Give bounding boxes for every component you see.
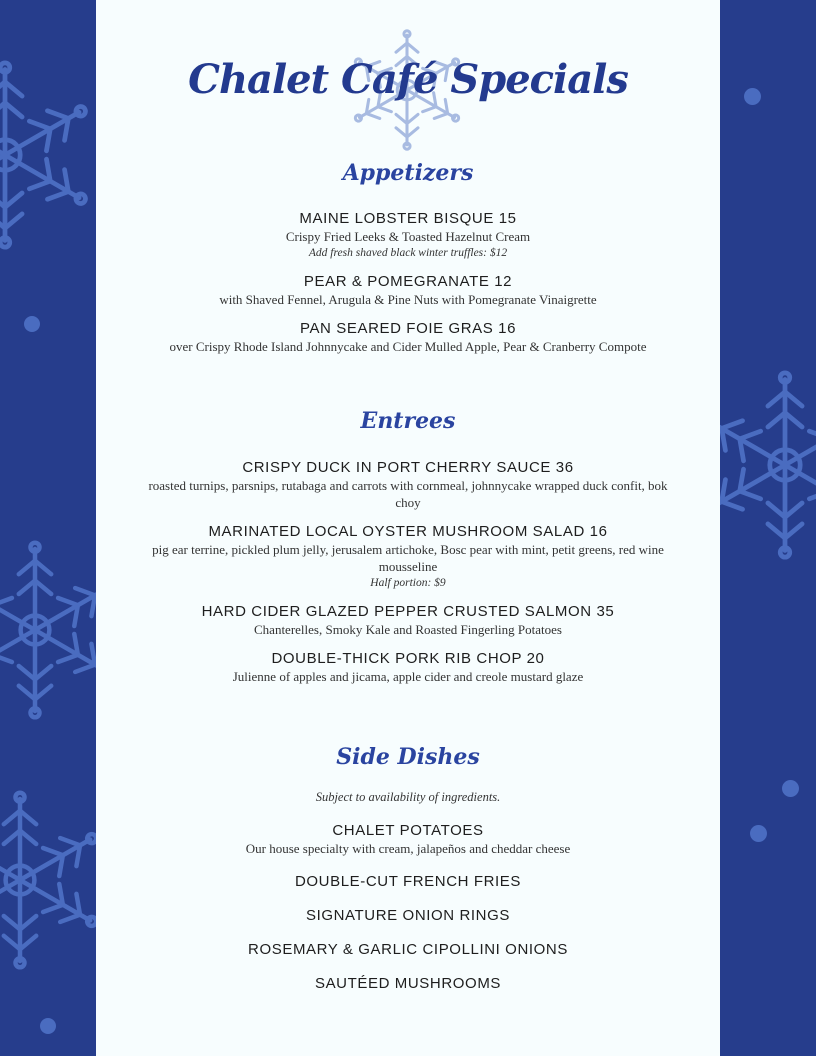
snow-dot (782, 780, 799, 797)
snow-dot (744, 88, 761, 105)
menu-item-description: Chanterelles, Smoky Kale and Roasted Fingerling Potatoes (254, 622, 562, 637)
menu-item-name: HARD CIDER GLAZED PEPPER CRUSTED SALMON 35 (201, 603, 615, 620)
menu-item-description: Crispy Fried Leeks & Toasted Hazelnut Cream (285, 229, 531, 244)
left-decorative-border (0, 0, 96, 1056)
snow-dot (24, 316, 40, 332)
menu-page (96, 0, 720, 1056)
snowflake-icon (0, 540, 96, 720)
menu-item-description: Our house specialty with cream, jalapeños and cheddar cheese (245, 841, 571, 856)
appetizers-list (96, 210, 720, 367)
snow-dot (750, 825, 767, 842)
menu-item-name: PEAR & POMEGRANATE 12 (303, 273, 513, 290)
menu-item-name: CRISPY DUCK IN PORT CHERRY SAUCE 36 (242, 459, 574, 476)
side-dishes-note: Subject to availability of ingredients. (315, 790, 501, 804)
page-title: Chalet Café Specials (188, 56, 628, 103)
menu-item (96, 941, 720, 959)
snowflake-icon (720, 300, 816, 630)
menu-item-name: DOUBLE-CUT FRENCH FRIES (294, 873, 522, 890)
menu-item (96, 907, 720, 925)
snowflake-icon (0, 790, 96, 970)
menu-item-name: DOUBLE-THICK PORK RIB CHOP 20 (271, 650, 545, 667)
menu-item (96, 822, 720, 857)
menu-item-name: SIGNATURE ONION RINGS (305, 907, 510, 924)
menu-item-name: ROSEMARY & GARLIC CIPOLLINI ONIONS (248, 941, 568, 958)
section-heading-entrees: Entrees (360, 408, 456, 434)
menu-item (96, 650, 720, 685)
entrees-list (96, 459, 720, 697)
right-decorative-border (720, 0, 816, 1056)
menu-item-description: over Crispy Rhode Island Johnnycake and Cider Mulled Apple, Pear & Cranberry Compote (169, 339, 647, 354)
menu-item (96, 320, 720, 355)
menu-item-name: MARINATED LOCAL OYSTER MUSHROOM SALAD 16 (208, 523, 608, 540)
menu-item-name: SAUTÉED MUSHROOMS (314, 975, 502, 992)
menu-item (96, 603, 720, 638)
side-dishes-list (96, 822, 720, 1009)
snow-dot (40, 1018, 56, 1034)
section-heading-side-dishes: Side Dishes (336, 744, 480, 770)
menu-item-note: Add fresh shaved black winter truffles: $12 (308, 247, 508, 259)
menu-item-description: with Shaved Fennel, Arugula & Pine Nuts with Pomegranate Vinaigrette (219, 292, 597, 307)
menu-item-description: Julienne of apples and jicama, apple cider and creole mustard glaze (232, 669, 584, 684)
menu-item (96, 210, 720, 261)
menu-item-name: CHALET POTATOES (332, 822, 484, 839)
menu-item-name: MAINE LOBSTER BISQUE 15 (299, 210, 517, 227)
menu-item (96, 459, 720, 511)
menu-item (96, 873, 720, 891)
menu-item-name: PAN SEARED FOIE GRAS 16 (299, 320, 517, 337)
menu-item (96, 273, 720, 308)
section-heading-appetizers: Appetizers (342, 160, 474, 186)
snowflake-icon (0, 60, 96, 250)
menu-item-description: roasted turnips, parsnips, rutabaga and carrots with cornmeal, johnnycake wrapped duck confit, bok choy (148, 478, 668, 510)
menu-item (96, 975, 720, 993)
menu-item (96, 523, 720, 591)
menu-item-description: pig ear terrine, pickled plum jelly, jerusalem artichoke, Bosc pear with mint, petit greens, red wine mousseline (152, 542, 664, 574)
menu-item-note: Half portion: $9 (370, 577, 446, 589)
